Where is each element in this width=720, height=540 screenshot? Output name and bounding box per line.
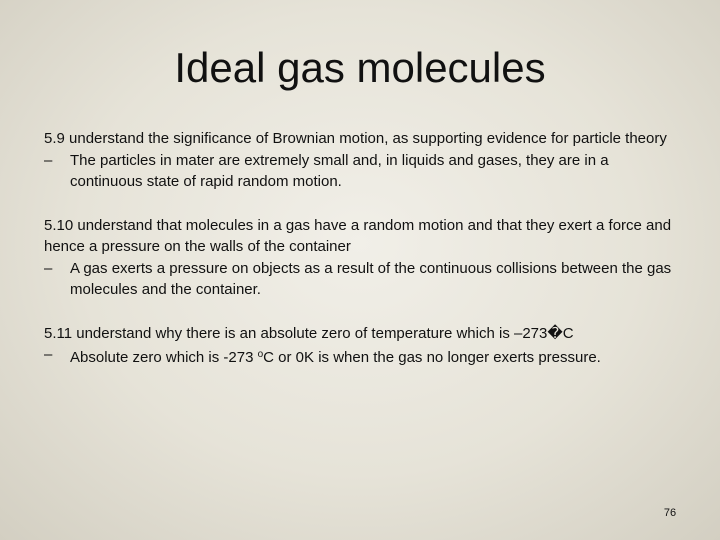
point-heading: 5.11 understand why there is an absolute zero of temperature which is –273�C xyxy=(44,324,574,342)
sub-point-text: The particles in mater are extremely small and, in liquids and gases, they are in a continuous state of rapid random motion. xyxy=(70,151,609,190)
slide-body xyxy=(44,128,684,391)
point-gas-pressure xyxy=(44,215,684,301)
sub-point-text-end: C or 0K is when the gas no longer exerts pressure. xyxy=(263,349,601,366)
dash-bullet: – xyxy=(44,151,53,169)
sub-point xyxy=(44,150,684,193)
dash-bullet: – xyxy=(44,346,53,363)
sub-point-text-start: Absolute zero which is -273 xyxy=(70,349,258,366)
sub-point-text xyxy=(70,344,684,369)
point-absolute-zero xyxy=(44,323,684,369)
sub-point xyxy=(44,258,684,301)
sub-point xyxy=(44,344,684,369)
slide-title: Ideal gas molecules xyxy=(174,44,546,91)
point-heading: 5.10 understand that molecules in a gas have a random motion and that they exert a force and hence a pressure on the walls of the container xyxy=(44,216,672,255)
sub-point-text: A gas exerts a pressure on objects as a result of the continuous collisions between the gas molecules and the container. xyxy=(70,259,672,298)
dash-bullet: – xyxy=(44,259,53,277)
degree-superscript: o xyxy=(257,349,264,360)
point-brownian-motion xyxy=(44,128,684,193)
slide-number: 76 xyxy=(663,507,677,519)
point-heading: 5.9 understand the significance of Brownian motion, as supporting evidence for particle theory xyxy=(44,130,667,147)
